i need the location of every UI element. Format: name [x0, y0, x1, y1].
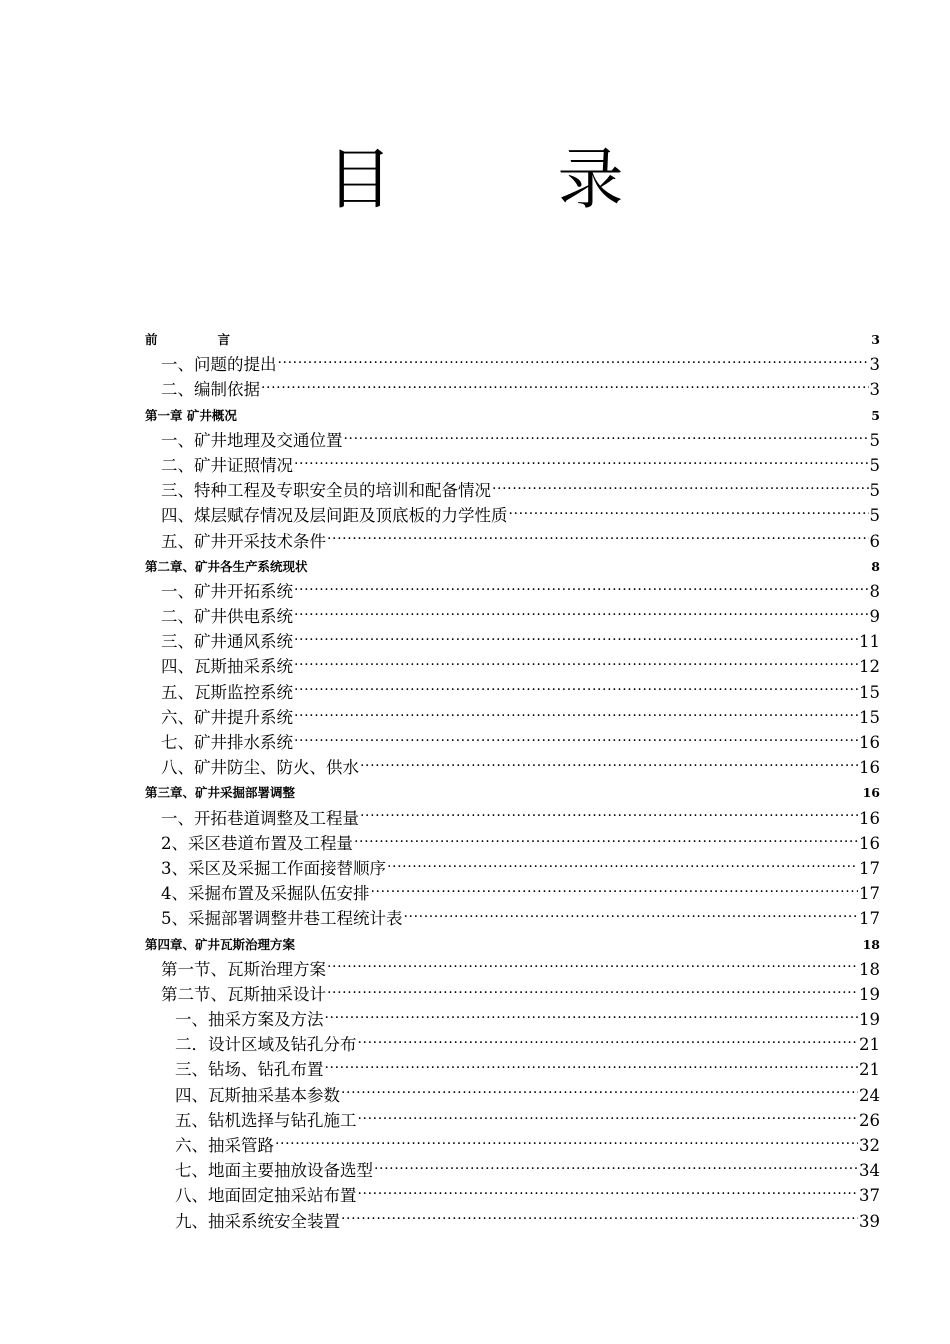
toc-page-number: 39 — [859, 1211, 880, 1231]
toc-entry[interactable] — [145, 1032, 880, 1057]
toc-entry-label: 三、矿井通风系统 — [161, 632, 293, 652]
toc-page-number: 21 — [859, 1060, 880, 1080]
toc-entry-label: 七、地面主要抽放设备选型 — [175, 1161, 373, 1181]
toc-dot-leader — [296, 787, 862, 797]
toc-page-number: 26 — [859, 1110, 880, 1130]
toc-entry-label: 2、采区巷道布置及工程量 — [161, 833, 353, 853]
toc-entry[interactable] — [145, 453, 880, 478]
toc-page-number: 5 — [869, 455, 880, 475]
toc-entry-label: 第四章、矿井瓦斯治理方案 — [145, 936, 296, 952]
toc-entry[interactable] — [145, 428, 880, 453]
toc-entry[interactable] — [145, 478, 880, 503]
toc-dot-leader — [341, 1213, 858, 1227]
toc-entry-label: 一、开拓巷道调整及工程量 — [161, 808, 359, 828]
toc-page-number: 18 — [859, 959, 880, 979]
toc-page-number: 16 — [859, 733, 880, 752]
toc-entry-label: 第三章、矿井采掘部署调整 — [145, 785, 296, 801]
toc-entry-label: 八、矿井防尘、防火、供水 — [161, 758, 359, 778]
toc-dot-leader — [325, 1061, 859, 1075]
toc-dot-leader — [387, 860, 858, 874]
toc-dot-leader — [261, 381, 869, 395]
toc-page-number: 3 — [869, 380, 880, 400]
page-title — [0, 140, 950, 220]
toc-dot-leader — [371, 885, 859, 899]
toc-dot-leader — [327, 961, 858, 975]
toc-page-number: 12 — [859, 657, 880, 677]
toc-entry[interactable] — [145, 579, 880, 604]
toc-page-number: 18 — [862, 936, 880, 952]
toc-dot-leader — [509, 507, 869, 521]
toc-dot-leader — [492, 482, 869, 496]
toc-page-number: 16 — [862, 785, 880, 801]
toc-page-number: 16 — [859, 833, 880, 853]
toc-entry[interactable] — [145, 654, 880, 679]
toc-entry-label: 第二节、瓦斯抽采设计 — [161, 984, 326, 1004]
toc-dot-leader — [231, 334, 870, 344]
toc-page-number: 34 — [859, 1161, 880, 1181]
toc-dot-leader — [294, 608, 869, 622]
toc-dot-leader — [325, 1011, 859, 1025]
toc-dot-leader — [327, 986, 858, 1000]
toc-page-number: 3 — [869, 355, 880, 375]
toc-dot-leader — [358, 1112, 859, 1126]
toc-dot-leader — [358, 1036, 859, 1050]
toc-dot-leader — [294, 734, 858, 748]
toc-dot-leader — [360, 810, 858, 824]
toc-entry-label: 五、钻机选择与钻孔施工 — [175, 1110, 357, 1130]
toc-page-number: 6 — [869, 531, 880, 551]
toc-entry-label: 三、钻场、钻孔布置 — [175, 1060, 324, 1080]
toc-dot-leader — [309, 561, 871, 571]
toc-entry[interactable] — [145, 1209, 880, 1234]
toc-entry-label: 5、采掘部署调整井巷工程统计表 — [161, 909, 403, 929]
toc-entry[interactable] — [145, 327, 880, 352]
toc-entry[interactable] — [145, 1007, 880, 1032]
toc-page-number: 8 — [869, 581, 880, 601]
toc-entry[interactable] — [145, 377, 880, 402]
toc-dot-leader — [358, 1187, 859, 1201]
toc-dot-leader — [404, 910, 859, 924]
toc-entry[interactable] — [145, 755, 880, 780]
toc-dot-leader — [294, 709, 858, 723]
toc-page-number: 32 — [859, 1136, 880, 1155]
toc-entry-label: 一、抽采方案及方法 — [175, 1010, 324, 1030]
toc-entry-label: 二．设计区域及钻孔分布 — [175, 1035, 357, 1055]
toc-entry-label: 第一章 矿井概况 — [145, 407, 237, 423]
toc-entry[interactable] — [145, 705, 880, 730]
toc-dot-leader — [341, 1087, 858, 1101]
toc-entry-label: 一、矿井开拓系统 — [161, 581, 293, 601]
toc-page-number: 15 — [859, 682, 880, 702]
toc-entry-label: 六、抽采管路 — [175, 1136, 274, 1155]
toc-page-number: 37 — [859, 1186, 880, 1206]
toc-entry-label: 二、矿井供电系统 — [161, 607, 293, 627]
toc-entry-label: 六、矿井提升系统 — [161, 707, 293, 727]
toc-entry-label: 二、矿井证照情况 — [161, 455, 293, 475]
toc-entry-label: 一、问题的提出 — [161, 355, 277, 375]
toc-page-number: 5 — [871, 407, 880, 423]
toc-entry[interactable] — [145, 629, 880, 654]
toc-entry-label: 4、采掘布置及采掘队伍安排 — [161, 884, 370, 904]
toc-entry-label: 二、编制依据 — [161, 380, 260, 400]
toc-page-number: 24 — [859, 1085, 880, 1105]
toc-dot-leader — [294, 684, 858, 698]
toc-entry-label: 四、瓦斯抽采基本参数 — [175, 1085, 340, 1105]
toc-entry[interactable] — [145, 1083, 880, 1108]
toc-page-number: 17 — [859, 884, 880, 904]
toc-entry-label: 四、瓦斯抽采系统 — [161, 657, 293, 677]
toc-page-number: 15 — [859, 707, 880, 727]
toc-page-number: 21 — [859, 1035, 880, 1055]
toc-entry[interactable] — [145, 1133, 880, 1158]
toc-page-number: 19 — [859, 984, 880, 1004]
toc-page-number: 3 — [871, 332, 880, 347]
toc-page-number: 5 — [869, 481, 880, 501]
toc-entry[interactable] — [145, 780, 880, 805]
toc-page-number: 17 — [859, 909, 880, 929]
toc-dot-leader — [374, 1162, 858, 1176]
toc-entry[interactable] — [145, 982, 880, 1007]
toc-entry[interactable] — [145, 352, 880, 377]
toc-entry-label: 九、抽采系统安全装置 — [175, 1211, 340, 1231]
toc-entry-label: 七、矿井排水系统 — [161, 733, 293, 752]
toc-page-number: 9 — [869, 607, 880, 627]
toc-dot-leader — [238, 410, 870, 420]
toc-entry[interactable] — [145, 906, 880, 931]
toc-entry[interactable] — [145, 881, 880, 906]
toc-page-number: 8 — [871, 558, 880, 574]
toc-page-number: 19 — [859, 1010, 880, 1030]
toc-entry[interactable] — [145, 957, 880, 982]
table-of-contents — [145, 327, 880, 1234]
toc-entry[interactable] — [145, 1183, 880, 1208]
toc-dot-leader — [294, 457, 869, 471]
toc-entry-label: 四、煤层赋存情况及层间距及顶底板的力学性质 — [161, 506, 508, 526]
toc-entry[interactable] — [145, 503, 880, 528]
toc-entry[interactable] — [145, 730, 880, 755]
toc-dot-leader — [294, 658, 858, 672]
toc-page-number: 16 — [859, 808, 880, 828]
toc-entry-label: 第二章、矿井各生产系统现状 — [145, 558, 308, 574]
toc-entry[interactable] — [145, 806, 880, 831]
title-char-2: 录 — [557, 141, 624, 218]
toc-dot-leader — [275, 1137, 858, 1151]
toc-dot-leader — [344, 432, 869, 446]
toc-entry[interactable] — [145, 403, 880, 428]
toc-dot-leader — [294, 633, 858, 647]
toc-dot-leader — [327, 533, 869, 547]
toc-entry[interactable] — [145, 1108, 880, 1133]
toc-page-number: 11 — [859, 632, 880, 652]
toc-dot-leader — [278, 356, 869, 370]
toc-entry[interactable] — [145, 856, 880, 881]
toc-dot-leader — [296, 939, 862, 949]
toc-entry[interactable] — [145, 932, 880, 957]
toc-entry-label: 前 言 — [145, 332, 231, 347]
toc-entry[interactable] — [145, 1158, 880, 1183]
toc-dot-leader — [360, 759, 858, 773]
toc-page-number: 5 — [869, 506, 880, 526]
toc-entry-label: 第一节、瓦斯治理方案 — [161, 959, 326, 979]
toc-entry-label: 一、矿井地理及交通位置 — [161, 430, 343, 450]
toc-entry-label: 三、特种工程及专职安全员的培训和配备情况 — [161, 481, 491, 501]
toc-entry-label: 3、采区及采掘工作面接替顺序 — [161, 858, 386, 878]
toc-entry[interactable] — [145, 554, 880, 579]
toc-page-number: 5 — [869, 430, 880, 450]
toc-page-number: 17 — [859, 858, 880, 878]
toc-entry[interactable] — [145, 529, 880, 554]
toc-entry[interactable] — [145, 1057, 880, 1082]
toc-entry-label: 五、矿井开采技术条件 — [161, 531, 326, 551]
toc-dot-leader — [354, 835, 858, 849]
title-char-1: 目 — [326, 141, 393, 218]
toc-entry-label: 八、地面固定抽采站布置 — [175, 1186, 357, 1206]
toc-entry-label: 五、瓦斯监控系统 — [161, 682, 293, 702]
toc-entry[interactable] — [145, 831, 880, 856]
toc-page-number: 16 — [859, 758, 880, 778]
toc-entry[interactable] — [145, 680, 880, 705]
toc-entry[interactable] — [145, 604, 880, 629]
toc-dot-leader — [294, 583, 869, 597]
